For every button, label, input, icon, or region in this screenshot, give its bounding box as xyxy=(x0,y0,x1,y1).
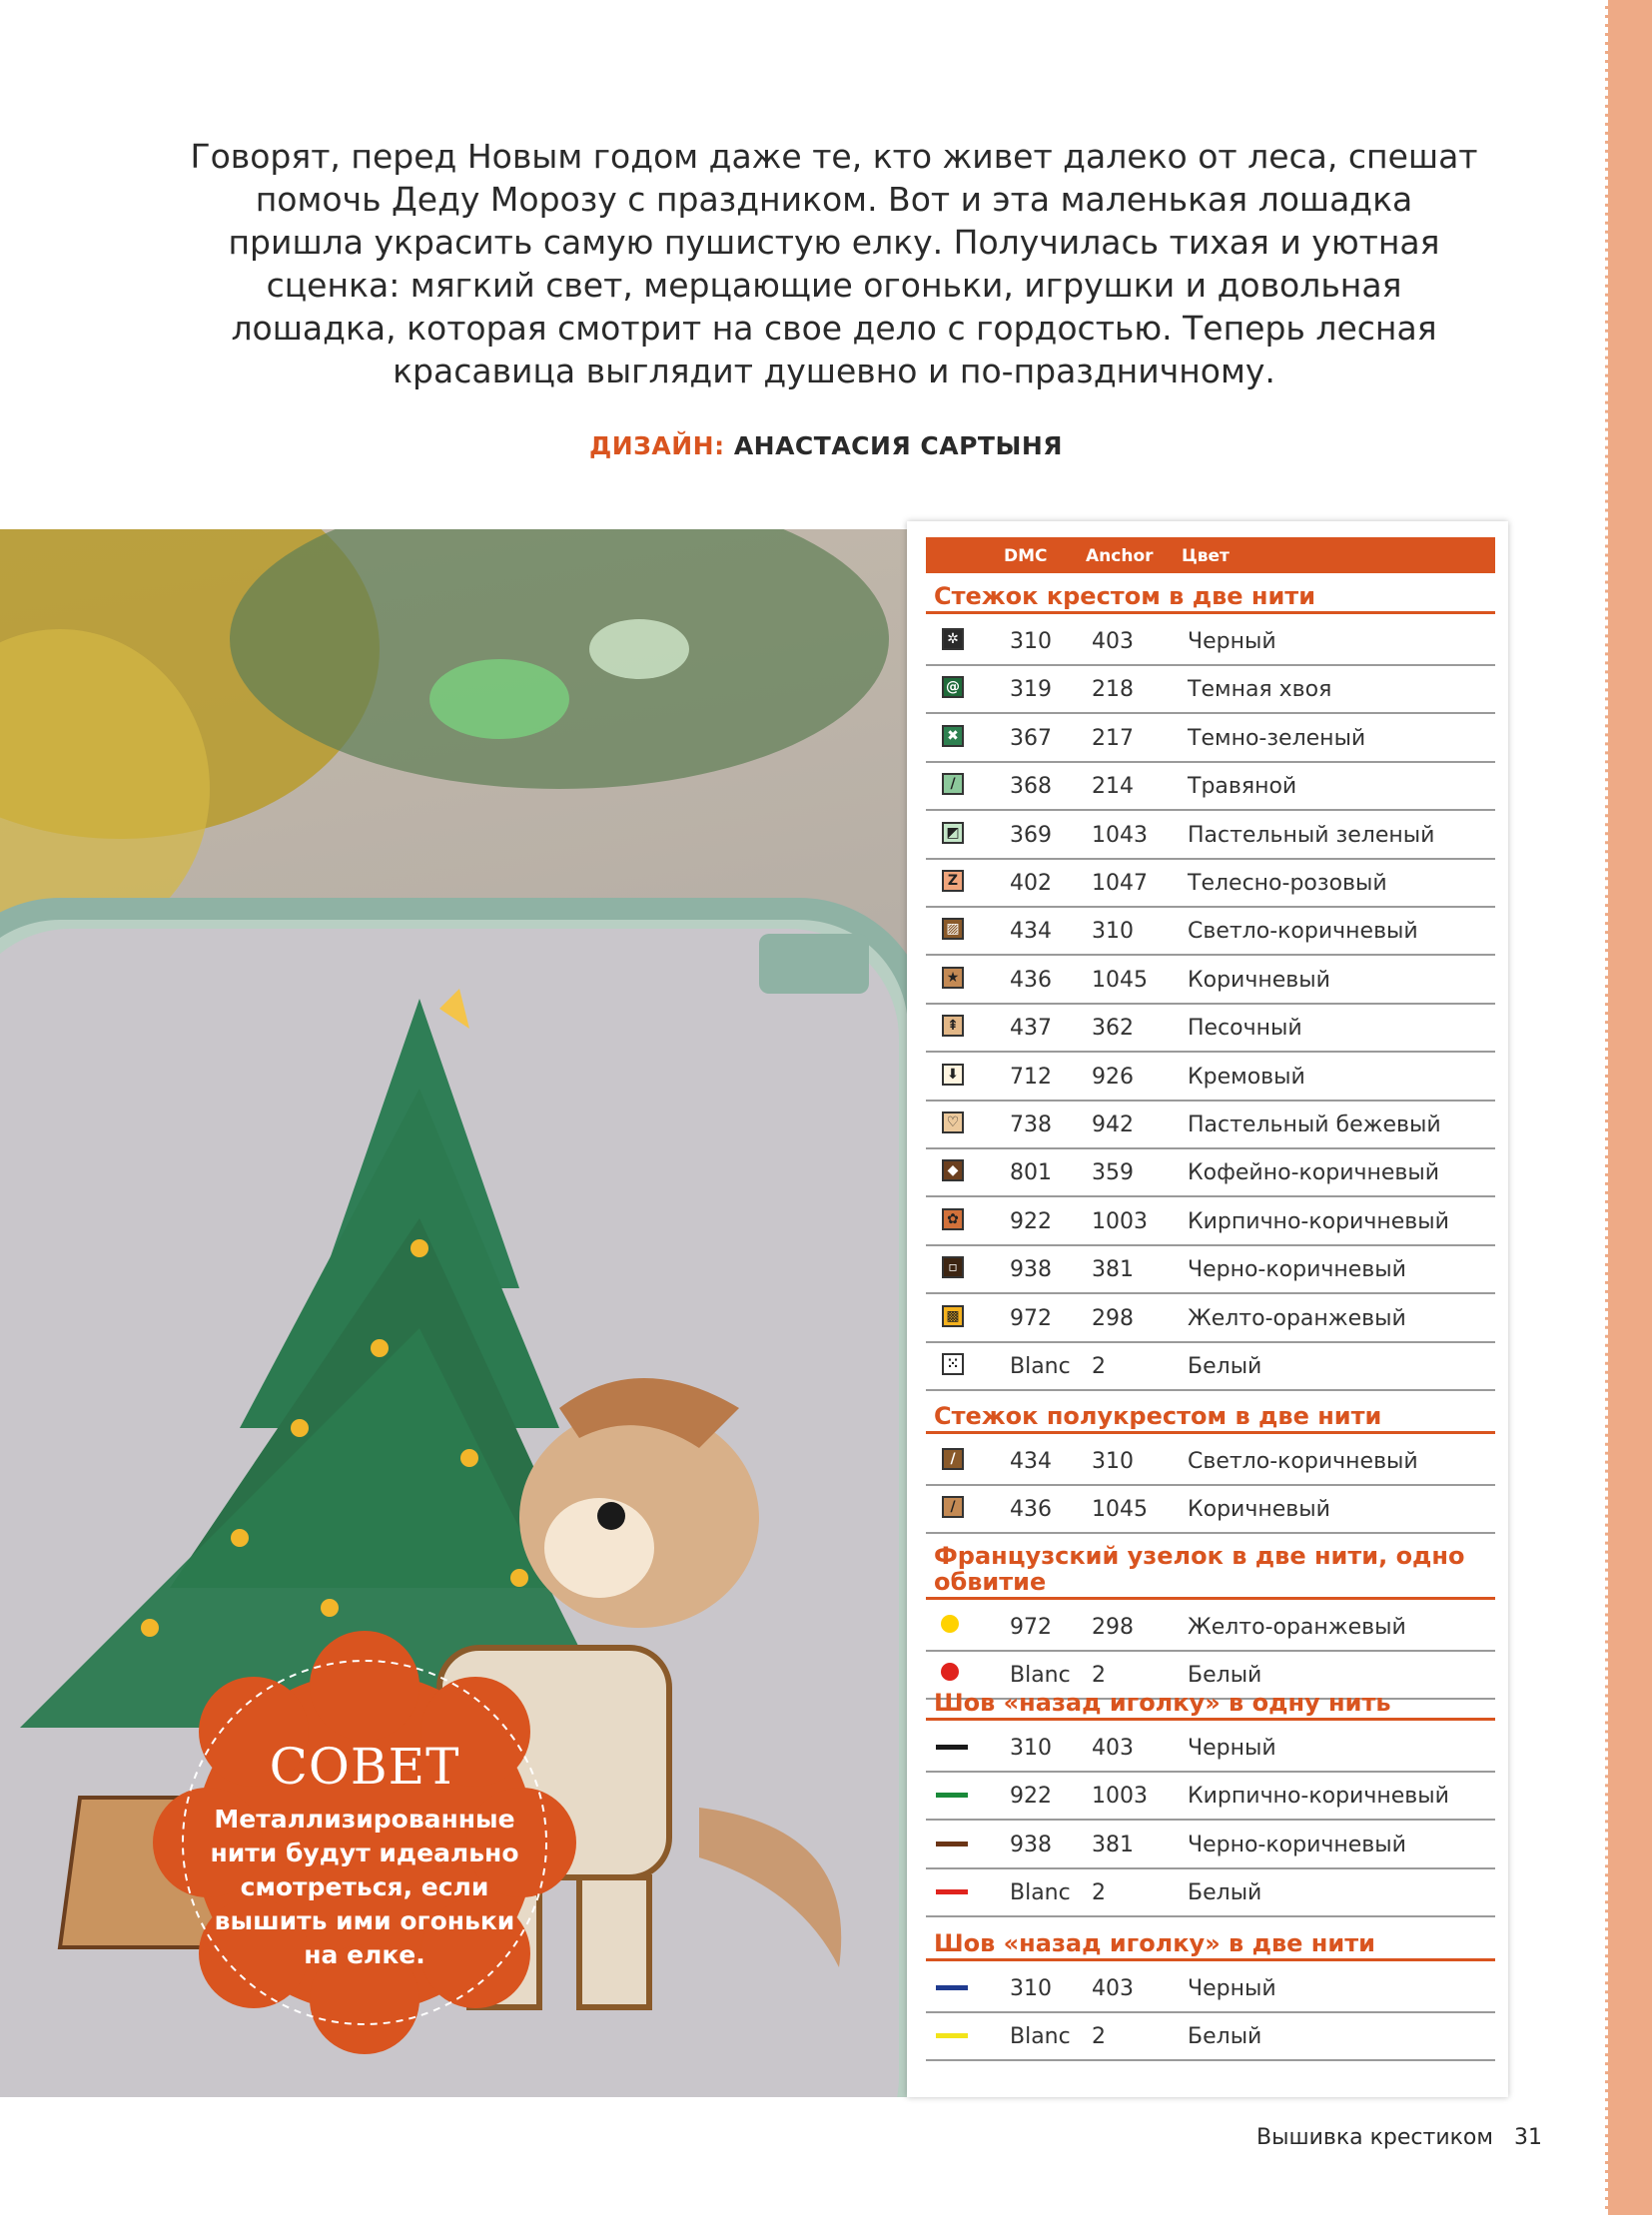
key-dmc: 368 xyxy=(1010,774,1052,800)
key-row xyxy=(926,1197,1495,1246)
header-anchor: Anchor xyxy=(1086,546,1154,566)
key-row xyxy=(926,956,1495,1005)
key-row xyxy=(926,762,1495,811)
stitch-symbol-icon: Z xyxy=(942,870,964,892)
key-dmc: 972 xyxy=(1010,1305,1052,1331)
key-color-name: Белый xyxy=(1188,1880,1262,1906)
key-dmc: 310 xyxy=(1010,1736,1052,1761)
key-row xyxy=(926,665,1495,714)
key-section-label: Стежок полукрестом в две нити xyxy=(934,1402,1382,1430)
page-edge-stripe xyxy=(1605,0,1652,2215)
key-anchor: 2 xyxy=(1092,1663,1106,1689)
key-anchor: 2 xyxy=(1092,1354,1106,1379)
key-dmc: Blanc xyxy=(1010,1354,1071,1379)
backstitch-line-icon xyxy=(936,1842,968,1846)
backstitch-line-icon xyxy=(936,1889,968,1894)
key-row xyxy=(926,1485,1495,1534)
key-dmc: 367 xyxy=(1010,725,1052,751)
key-dmc: Blanc xyxy=(1010,1663,1071,1689)
key-row xyxy=(926,1603,1495,1652)
key-dmc: 436 xyxy=(1010,1497,1052,1523)
key-row xyxy=(926,1772,1495,1821)
key-section-title xyxy=(926,1930,1495,1961)
key-row xyxy=(926,617,1495,666)
key-anchor: 1003 xyxy=(1092,1784,1148,1810)
key-anchor: 403 xyxy=(1092,629,1134,654)
key-dmc: 938 xyxy=(1010,1257,1052,1283)
stitch-symbol-icon: ♡ xyxy=(942,1111,964,1133)
page-number: 31 xyxy=(1513,2125,1542,2150)
key-anchor: 1047 xyxy=(1092,871,1148,896)
key-color-name: Белый xyxy=(1188,1354,1262,1379)
key-color-name: Темная хвоя xyxy=(1188,677,1332,703)
key-color-name: Черный xyxy=(1188,629,1276,654)
stitch-symbol-icon: ◩ xyxy=(942,822,964,844)
key-dmc: 369 xyxy=(1010,822,1052,848)
header-dmc: DMC xyxy=(1004,546,1048,566)
stitch-symbol-icon: @ xyxy=(942,676,964,698)
designer-name: АНАСТАСИЯ САРТЫНЯ xyxy=(733,431,1064,460)
key-anchor: 1003 xyxy=(1092,1208,1148,1234)
key-row xyxy=(926,2012,1495,2061)
key-anchor: 359 xyxy=(1092,1160,1134,1186)
key-color-name: Черно-коричневый xyxy=(1188,1257,1406,1283)
key-row xyxy=(926,1964,1495,2013)
stitch-symbol-icon: / xyxy=(942,1448,964,1470)
key-color-name: Темно-зеленый xyxy=(1188,725,1366,751)
intro-paragraph: Говорят, перед Новым годом даже те, кто живет далеко от леса, спешат помочь Деду Морозу с праздником. Вот и эта маленькая лошадка пришла украсить самую пушистую елку. Получилась тихая и уютная сценка: мягкий свет, мерцающие огоньки, игрушки и довольная лошадка, которая смотрит на свое дело с гордостью. Теперь лесная красавица выглядит душевно и по-праздничному. xyxy=(190,137,1478,390)
key-color-name: Желто-оранжевый xyxy=(1188,1305,1406,1331)
key-color-name: Светло-коричневый xyxy=(1188,1449,1418,1474)
stitch-symbol-icon: ⇞ xyxy=(942,1015,964,1037)
stitch-symbol-icon: ▩ xyxy=(942,1305,964,1327)
key-color-name: Черный xyxy=(1188,1736,1276,1761)
key-anchor: 298 xyxy=(1092,1615,1134,1640)
key-anchor: 926 xyxy=(1092,1064,1134,1090)
key-dmc: 801 xyxy=(1010,1160,1052,1186)
key-color-name: Черный xyxy=(1188,1976,1276,2001)
key-dmc: Blanc xyxy=(1010,2024,1071,2050)
key-dmc: Blanc xyxy=(1010,1880,1071,1906)
key-row xyxy=(926,1245,1495,1294)
stitch-symbol-icon: ✖ xyxy=(942,725,964,747)
key-section-title xyxy=(926,583,1495,614)
key-anchor: 403 xyxy=(1092,1976,1134,2001)
key-row xyxy=(926,1004,1495,1053)
key-dmc: 938 xyxy=(1010,1832,1052,1857)
key-color-name: Пастельный бежевый xyxy=(1188,1112,1441,1137)
backstitch-line-icon xyxy=(936,1745,968,1750)
key-row xyxy=(926,859,1495,908)
key-anchor: 214 xyxy=(1092,774,1134,800)
key-dmc: 712 xyxy=(1010,1064,1052,1090)
key-anchor: 2 xyxy=(1092,2024,1106,2050)
key-section-label: Шов «назад иголку» в две нити xyxy=(934,1929,1375,1957)
key-anchor: 1045 xyxy=(1092,1497,1148,1523)
key-dmc: 922 xyxy=(1010,1784,1052,1810)
key-anchor: 310 xyxy=(1092,919,1134,945)
key-color-name: Кирпично-коричневый xyxy=(1188,1208,1449,1234)
key-color-name: Кремовый xyxy=(1188,1064,1305,1090)
key-anchor: 1045 xyxy=(1092,967,1148,993)
key-section-label: Стежок крестом в две нити xyxy=(934,582,1316,610)
knot-dot-icon xyxy=(941,1663,959,1681)
stitch-symbol-icon: ★ xyxy=(942,967,964,989)
key-color-name: Травяной xyxy=(1188,774,1297,800)
key-anchor: 362 xyxy=(1092,1016,1134,1042)
key-row xyxy=(926,1342,1495,1391)
design-credit xyxy=(0,431,1652,460)
key-row xyxy=(926,811,1495,860)
header-color: Цвет xyxy=(1182,546,1230,566)
tip-title: СОВЕТ xyxy=(269,1738,460,1796)
stitch-symbol-icon: ⬇ xyxy=(942,1064,964,1086)
key-anchor: 942 xyxy=(1092,1112,1134,1137)
key-dmc: 738 xyxy=(1010,1112,1052,1137)
key-dmc: 402 xyxy=(1010,871,1052,896)
key-color-name: Пастельный зеленый xyxy=(1188,822,1435,848)
key-dmc: 922 xyxy=(1010,1208,1052,1234)
key-dmc: 434 xyxy=(1010,919,1052,945)
key-color-name: Белый xyxy=(1188,2024,1262,2050)
key-row xyxy=(926,1868,1495,1917)
stitch-symbol-icon: ✿ xyxy=(942,1208,964,1230)
key-section-label: Шов «назад иголку» в одну нить xyxy=(934,1689,1391,1717)
key-color-name: Коричневый xyxy=(1188,967,1330,993)
backstitch-line-icon xyxy=(936,1985,968,1990)
key-dmc: 436 xyxy=(1010,967,1052,993)
key-color-name: Телесно-розовый xyxy=(1188,871,1387,896)
key-color-name: Желто-оранжевый xyxy=(1188,1615,1406,1640)
key-row xyxy=(926,907,1495,956)
key-row xyxy=(926,1148,1495,1197)
key-row xyxy=(926,1821,1495,1869)
key-dmc: 310 xyxy=(1010,1976,1052,2001)
stitch-symbol-icon: ◆ xyxy=(942,1159,964,1181)
key-dmc: 434 xyxy=(1010,1449,1052,1474)
design-label: ДИЗАЙН: xyxy=(588,431,725,460)
backstitch-line-icon xyxy=(936,2033,968,2038)
key-section-title xyxy=(926,1690,1495,1721)
key-color-name: Кирпично-коричневый xyxy=(1188,1784,1449,1810)
key-dmc: 310 xyxy=(1010,629,1052,654)
key-row xyxy=(926,1724,1495,1773)
key-color-name: Светло-коричневый xyxy=(1188,919,1418,945)
key-row xyxy=(926,1101,1495,1149)
color-key-table xyxy=(907,521,1508,2097)
stitch-symbol-icon: ⁙ xyxy=(942,1353,964,1375)
key-dmc: 319 xyxy=(1010,677,1052,703)
tip-badge xyxy=(150,1628,579,2057)
footer-section: Вышивка крестиком xyxy=(1256,2125,1493,2150)
key-section-label: Французский узелок в две нити, одно обвитие xyxy=(934,1542,1465,1596)
key-anchor: 381 xyxy=(1092,1257,1134,1283)
key-dmc: 972 xyxy=(1010,1615,1052,1640)
key-color-name: Белый xyxy=(1188,1663,1262,1689)
tip-text: Металлизированные нити будут идеально смотреться, если вышить ими огоньки на елке. xyxy=(210,1805,519,1969)
key-header xyxy=(926,537,1495,573)
stitch-symbol-icon: / xyxy=(942,773,964,795)
key-anchor: 1043 xyxy=(1092,822,1148,848)
key-color-name: Кофейно-коричневый xyxy=(1188,1160,1440,1186)
key-row xyxy=(926,714,1495,763)
backstitch-line-icon xyxy=(936,1793,968,1798)
stitch-symbol-icon: ▨ xyxy=(942,918,964,940)
stitch-symbol-icon: ▫ xyxy=(942,1256,964,1278)
stitch-symbol-icon: / xyxy=(942,1496,964,1518)
key-color-name: Коричневый xyxy=(1188,1497,1330,1523)
knot-dot-icon xyxy=(941,1615,959,1633)
page-footer xyxy=(1256,2125,1542,2150)
key-anchor: 217 xyxy=(1092,725,1134,751)
key-row xyxy=(926,1294,1495,1343)
key-row xyxy=(926,1053,1495,1102)
key-anchor: 403 xyxy=(1092,1736,1134,1761)
key-anchor: 381 xyxy=(1092,1832,1134,1857)
key-row xyxy=(926,1437,1495,1486)
key-color-name: Черно-коричневый xyxy=(1188,1832,1406,1857)
key-section-title xyxy=(926,1543,1495,1600)
key-color-name: Песочный xyxy=(1188,1016,1302,1042)
key-anchor: 218 xyxy=(1092,677,1134,703)
key-anchor: 310 xyxy=(1092,1449,1134,1474)
key-section-title xyxy=(926,1403,1495,1434)
key-dmc: 437 xyxy=(1010,1016,1052,1042)
key-anchor: 298 xyxy=(1092,1305,1134,1331)
stitch-symbol-icon: ✲ xyxy=(942,628,964,650)
key-anchor: 2 xyxy=(1092,1880,1106,1906)
